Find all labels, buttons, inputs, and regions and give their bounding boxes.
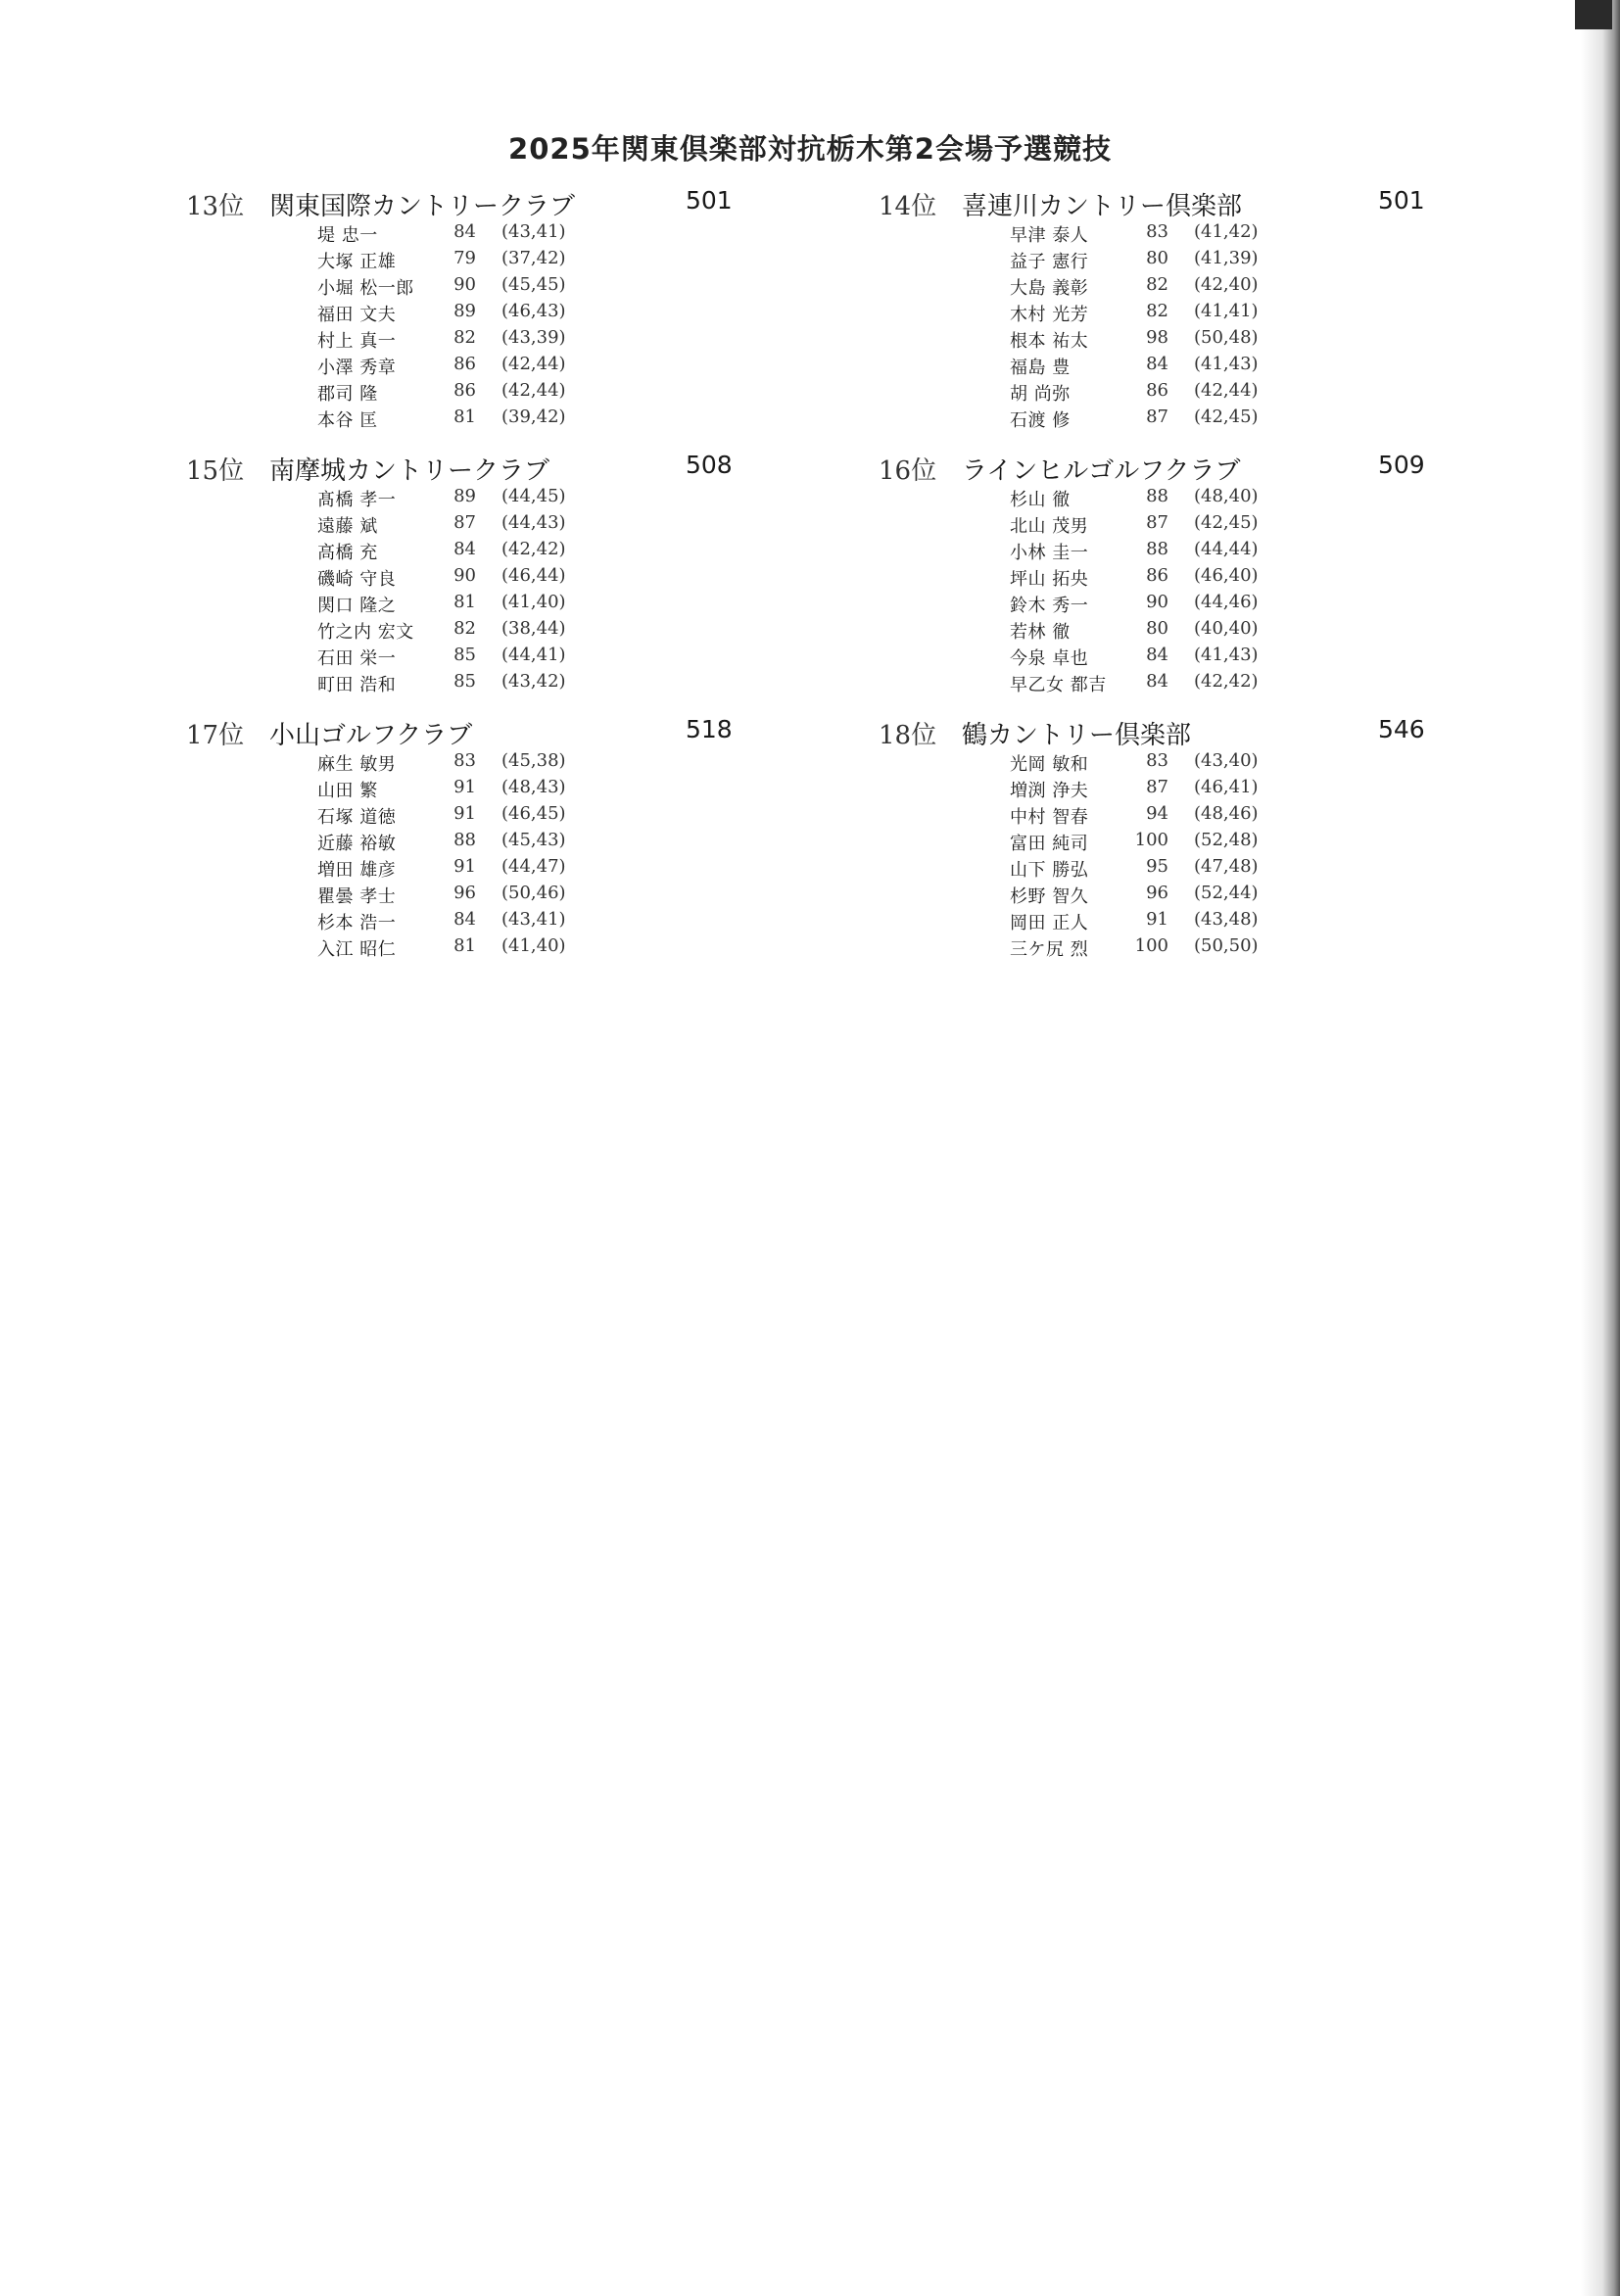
player-name: 胡 尚弥	[1010, 384, 1071, 405]
player-score: 87	[1146, 777, 1168, 797]
player-name: 坪山 拓央	[1010, 569, 1089, 590]
player-list	[879, 484, 1584, 695]
player-row	[879, 775, 1584, 801]
team-rank: 15位	[186, 456, 245, 486]
player-split-score: (40,40)	[1194, 618, 1259, 639]
player-name: 小澤 秀章	[317, 358, 397, 378]
player-score: 100	[1134, 935, 1168, 956]
player-name: 光岡 敏和	[1010, 754, 1089, 775]
player-row	[186, 643, 891, 669]
player-score: 81	[453, 407, 476, 427]
player-row	[879, 881, 1584, 907]
player-split-score: (41,43)	[1194, 645, 1259, 665]
team-total-score: 501	[1378, 186, 1425, 215]
player-name: 北山 茂男	[1010, 516, 1089, 537]
player-split-score: (44,46)	[1194, 592, 1259, 612]
player-row	[879, 537, 1584, 563]
player-score: 91	[453, 803, 476, 824]
player-score: 82	[1146, 274, 1168, 295]
player-row	[879, 669, 1584, 695]
player-score: 90	[453, 274, 476, 295]
player-row	[186, 299, 891, 325]
player-row	[879, 219, 1584, 246]
player-score: 86	[453, 380, 476, 401]
player-name: 高橋 充	[317, 543, 378, 563]
player-split-score: (45,45)	[501, 274, 566, 295]
player-list	[186, 484, 891, 695]
player-row	[186, 616, 891, 643]
team-rank: 18位	[879, 721, 937, 750]
team-block	[879, 715, 1584, 960]
player-split-score: (42,40)	[1194, 274, 1259, 295]
player-split-score: (50,46)	[501, 883, 566, 903]
player-score: 81	[453, 935, 476, 956]
player-split-score: (46,43)	[501, 301, 566, 321]
player-score: 85	[453, 671, 476, 692]
player-split-score: (50,50)	[1194, 935, 1259, 956]
player-score: 80	[1146, 618, 1168, 639]
player-row	[879, 801, 1584, 828]
player-split-score: (43,48)	[1194, 909, 1259, 930]
player-split-score: (44,44)	[1194, 539, 1259, 559]
player-row	[186, 669, 891, 695]
player-row	[879, 378, 1584, 405]
player-split-score: (39,42)	[501, 407, 566, 427]
player-split-score: (43,41)	[501, 221, 566, 242]
player-row	[879, 616, 1584, 643]
player-name: 大塚 正雄	[317, 252, 397, 272]
player-row	[879, 246, 1584, 272]
player-split-score: (42,42)	[501, 539, 566, 559]
club-name: 喜連川カントリー倶楽部	[962, 192, 1243, 221]
player-split-score: (43,41)	[501, 909, 566, 930]
player-row	[879, 907, 1584, 933]
player-split-score: (41,42)	[1194, 221, 1259, 242]
team-block	[186, 451, 891, 695]
player-row	[879, 828, 1584, 854]
player-split-score: (41,43)	[1194, 354, 1259, 374]
player-name: 竹之内 宏文	[317, 622, 414, 643]
player-list	[186, 219, 891, 431]
player-split-score: (45,38)	[501, 750, 566, 771]
player-row	[186, 590, 891, 616]
player-split-score: (42,42)	[1194, 671, 1259, 692]
player-split-score: (45,43)	[501, 830, 566, 850]
player-name: 岡田 正人	[1010, 913, 1089, 933]
player-row	[879, 272, 1584, 299]
player-row	[879, 484, 1584, 510]
player-score: 90	[1146, 592, 1168, 612]
player-name: 三ケ尻 烈	[1010, 939, 1089, 960]
player-name: 大島 義彰	[1010, 278, 1089, 299]
player-score: 91	[453, 856, 476, 877]
player-score: 87	[453, 512, 476, 533]
player-name: 小林 圭一	[1010, 543, 1089, 563]
player-score: 83	[1146, 750, 1168, 771]
player-split-score: (42,44)	[501, 380, 566, 401]
player-name: 増田 雄彦	[317, 860, 397, 881]
player-split-score: (50,48)	[1194, 327, 1259, 348]
player-score: 86	[1146, 565, 1168, 586]
player-row	[879, 748, 1584, 775]
player-row	[186, 907, 891, 933]
player-list	[879, 219, 1584, 431]
player-score: 83	[453, 750, 476, 771]
player-name: 石渡 修	[1010, 410, 1071, 431]
player-name: 杉山 徹	[1010, 490, 1071, 510]
player-split-score: (46,45)	[501, 803, 566, 824]
player-score: 88	[453, 830, 476, 850]
player-row	[186, 352, 891, 378]
player-name: 遠藤 斌	[317, 516, 378, 537]
player-score: 82	[453, 618, 476, 639]
player-score: 84	[1146, 354, 1168, 374]
club-name: ラインヒルゴルフクラブ	[962, 456, 1241, 486]
player-row	[186, 378, 891, 405]
scan-edge-mark	[1575, 0, 1612, 29]
player-split-score: (41,39)	[1194, 248, 1259, 268]
player-name: 堤 忠一	[317, 225, 378, 246]
team-rank: 17位	[186, 721, 245, 750]
player-score: 79	[453, 248, 476, 268]
player-row	[879, 854, 1584, 881]
club-name: 鶴カントリー倶楽部	[962, 721, 1192, 750]
scan-edge-shadow	[1581, 0, 1620, 2296]
player-row	[879, 933, 1584, 960]
player-split-score: (44,43)	[501, 512, 566, 533]
player-split-score: (52,48)	[1194, 830, 1259, 850]
player-name: 益子 憲行	[1010, 252, 1089, 272]
player-row	[879, 510, 1584, 537]
player-score: 84	[1146, 671, 1168, 692]
player-score: 86	[453, 354, 476, 374]
player-split-score: (44,41)	[501, 645, 566, 665]
player-name: 小堀 松一郎	[317, 278, 414, 299]
player-score: 85	[453, 645, 476, 665]
player-name: 福田 文夫	[317, 305, 397, 325]
player-score: 82	[453, 327, 476, 348]
player-row	[879, 299, 1584, 325]
player-split-score: (41,40)	[501, 935, 566, 956]
player-score: 81	[453, 592, 476, 612]
player-score: 86	[1146, 380, 1168, 401]
player-score: 87	[1146, 512, 1168, 533]
player-name: 石田 栄一	[317, 648, 397, 669]
player-row	[186, 510, 891, 537]
club-name: 南摩城カントリークラブ	[269, 456, 550, 486]
player-row	[879, 405, 1584, 431]
player-row	[186, 537, 891, 563]
player-row	[879, 590, 1584, 616]
player-split-score: (52,44)	[1194, 883, 1259, 903]
player-row	[186, 219, 891, 246]
player-name: 鈴木 秀一	[1010, 596, 1089, 616]
player-name: 髙橋 孝一	[317, 490, 397, 510]
player-split-score: (46,40)	[1194, 565, 1259, 586]
player-split-score: (46,44)	[501, 565, 566, 586]
player-split-score: (48,40)	[1194, 486, 1259, 506]
player-list	[186, 748, 891, 960]
team-total-score: 518	[686, 715, 733, 743]
player-score: 88	[1146, 539, 1168, 559]
player-split-score: (43,39)	[501, 327, 566, 348]
player-row	[186, 828, 891, 854]
player-score: 94	[1146, 803, 1168, 824]
player-split-score: (37,42)	[501, 248, 566, 268]
player-score: 84	[453, 909, 476, 930]
player-list	[879, 748, 1584, 960]
player-score: 95	[1146, 856, 1168, 877]
player-name: 早乙女 都吉	[1010, 675, 1107, 695]
player-name: 入江 昭仁	[317, 939, 397, 960]
player-row	[186, 748, 891, 775]
player-name: 町田 浩和	[317, 675, 397, 695]
player-name: 瞿曇 孝士	[317, 886, 397, 907]
player-name: 磯崎 守良	[317, 569, 397, 590]
player-split-score: (43,40)	[1194, 750, 1259, 771]
player-row	[186, 325, 891, 352]
club-name: 関東国際カントリークラブ	[269, 192, 576, 221]
player-name: 根本 祐太	[1010, 331, 1089, 352]
player-name: 福島 豊	[1010, 358, 1071, 378]
player-name: 近藤 裕敏	[317, 834, 397, 854]
player-name: 村上 真一	[317, 331, 397, 352]
player-row	[186, 933, 891, 960]
player-score: 91	[453, 777, 476, 797]
player-score: 91	[1146, 909, 1168, 930]
player-row	[186, 854, 891, 881]
player-row	[186, 272, 891, 299]
team-rank: 14位	[879, 192, 937, 221]
player-score: 98	[1146, 327, 1168, 348]
team-block	[879, 451, 1584, 695]
club-name: 小山ゴルフクラブ	[269, 721, 473, 750]
player-score: 84	[453, 539, 476, 559]
player-score: 90	[453, 565, 476, 586]
player-row	[879, 352, 1584, 378]
player-split-score: (42,44)	[1194, 380, 1259, 401]
team-block	[186, 715, 891, 960]
player-split-score: (48,46)	[1194, 803, 1259, 824]
player-score: 96	[453, 883, 476, 903]
team-total-score: 501	[686, 186, 733, 215]
player-split-score: (42,45)	[1194, 512, 1259, 533]
player-name: 若林 徹	[1010, 622, 1071, 643]
team-rank: 16位	[879, 456, 937, 486]
player-split-score: (47,48)	[1194, 856, 1259, 877]
player-split-score: (38,44)	[501, 618, 566, 639]
player-split-score: (42,45)	[1194, 407, 1259, 427]
player-split-score: (43,42)	[501, 671, 566, 692]
player-row	[186, 484, 891, 510]
player-row	[186, 405, 891, 431]
player-score: 83	[1146, 221, 1168, 242]
player-row	[186, 801, 891, 828]
player-split-score: (44,45)	[501, 486, 566, 506]
document-title: 2025年関東倶楽部対抗栃木第2会場予選競技	[508, 132, 1112, 166]
player-split-score: (41,40)	[501, 592, 566, 612]
player-score: 84	[453, 221, 476, 242]
team-total-score: 508	[686, 451, 733, 479]
player-split-score: (44,47)	[501, 856, 566, 877]
player-score: 82	[1146, 301, 1168, 321]
team-total-score: 546	[1378, 715, 1425, 743]
player-name: 関口 隆之	[317, 596, 397, 616]
player-name: 石塚 道徳	[317, 807, 397, 828]
player-score: 84	[1146, 645, 1168, 665]
player-name: 山下 勝弘	[1010, 860, 1089, 881]
player-name: 増渕 浄夫	[1010, 781, 1089, 801]
team-total-score: 509	[1378, 451, 1425, 479]
player-row	[879, 563, 1584, 590]
player-score: 96	[1146, 883, 1168, 903]
player-score: 87	[1146, 407, 1168, 427]
player-name: 杉本 浩一	[317, 913, 397, 933]
team-rank: 13位	[186, 192, 245, 221]
player-row	[186, 246, 891, 272]
player-score: 80	[1146, 248, 1168, 268]
player-name: 中村 智春	[1010, 807, 1089, 828]
team-block	[879, 186, 1584, 431]
player-score: 89	[453, 486, 476, 506]
player-score: 88	[1146, 486, 1168, 506]
player-name: 早津 泰人	[1010, 225, 1089, 246]
player-row	[879, 325, 1584, 352]
player-split-score: (41,41)	[1194, 301, 1259, 321]
player-name: 木村 光芳	[1010, 305, 1089, 325]
player-score: 89	[453, 301, 476, 321]
team-block	[186, 186, 891, 431]
player-name: 今泉 卓也	[1010, 648, 1089, 669]
player-name: 本谷 匡	[317, 410, 378, 431]
player-split-score: (46,41)	[1194, 777, 1259, 797]
player-row	[879, 643, 1584, 669]
player-row	[186, 775, 891, 801]
player-name: 郡司 隆	[317, 384, 378, 405]
player-name: 杉野 智久	[1010, 886, 1089, 907]
player-name: 麻生 敏男	[317, 754, 397, 775]
player-split-score: (48,43)	[501, 777, 566, 797]
player-name: 山田 繁	[317, 781, 378, 801]
player-name: 富田 純司	[1010, 834, 1089, 854]
player-split-score: (42,44)	[501, 354, 566, 374]
player-row	[186, 563, 891, 590]
player-score: 100	[1134, 830, 1168, 850]
player-row	[186, 881, 891, 907]
